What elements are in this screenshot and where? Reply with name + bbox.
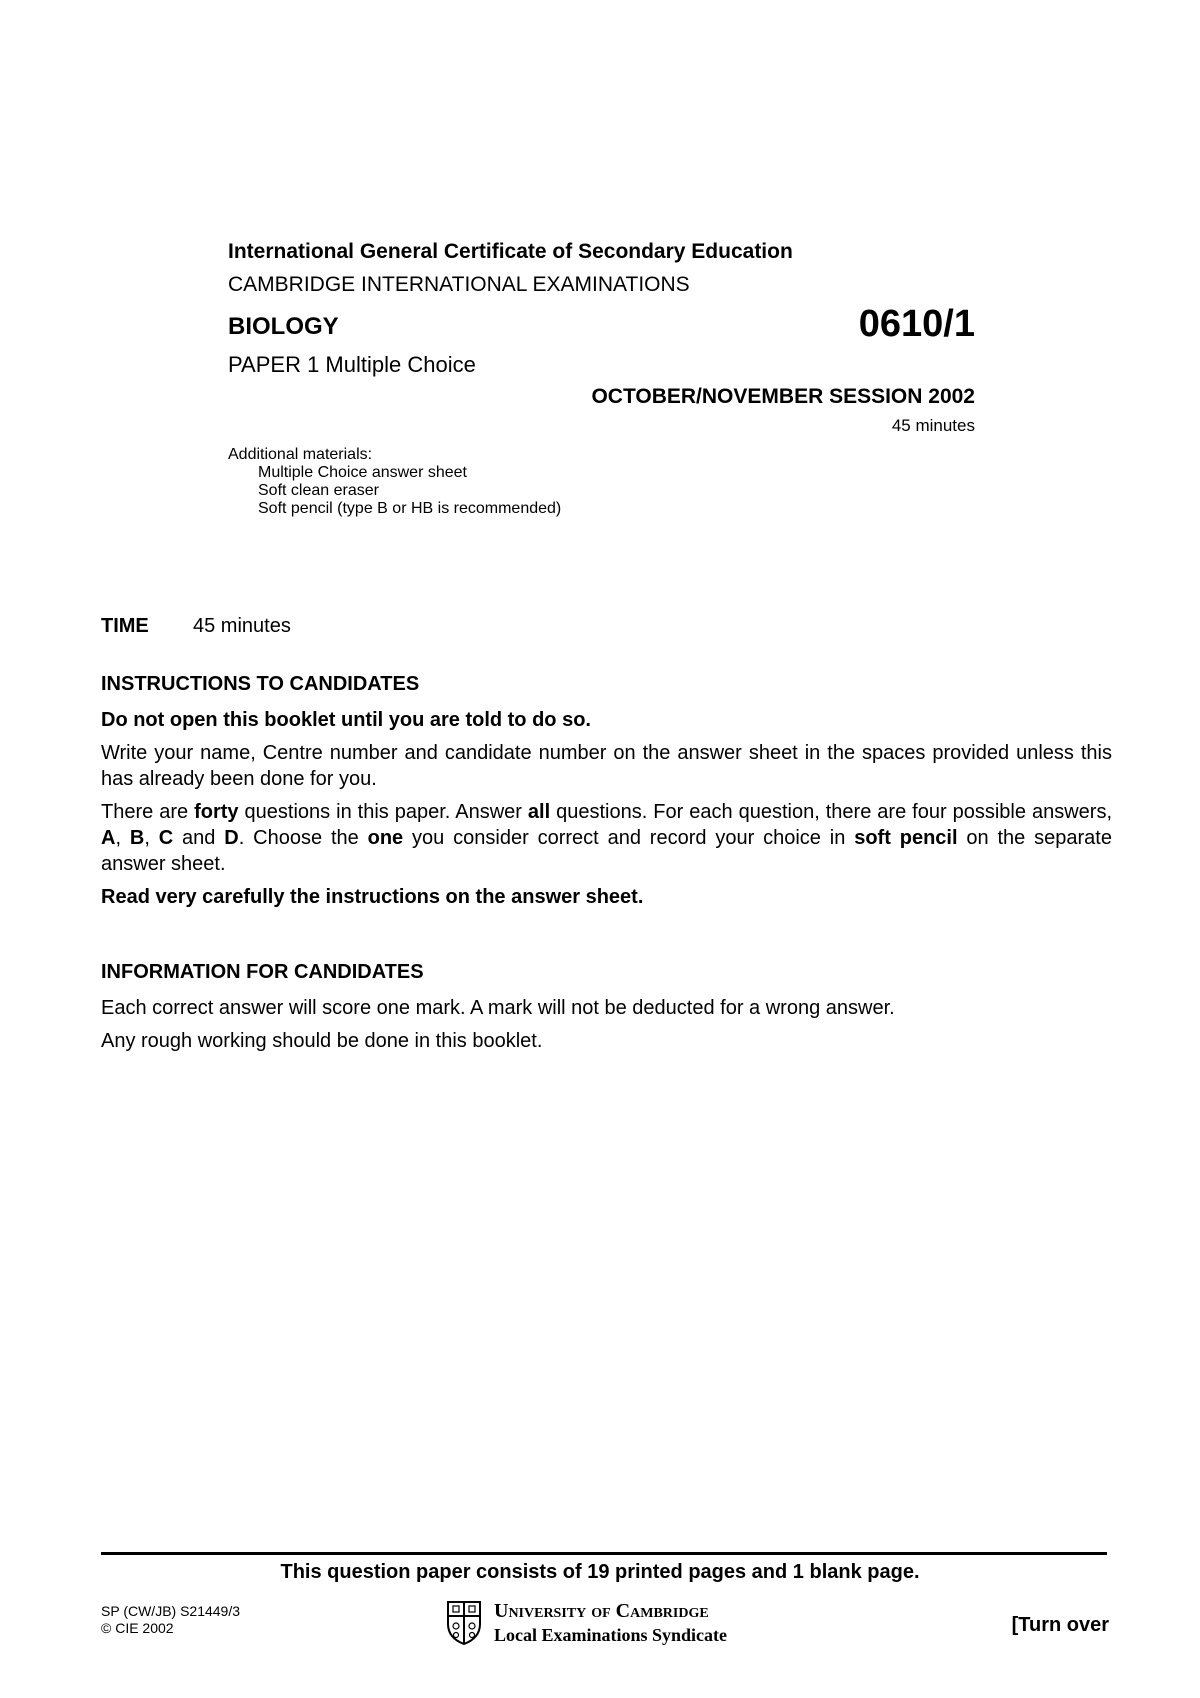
instructions-section <box>101 671 1112 917</box>
text-run: you consider correct and record your choice in <box>403 827 855 849</box>
time-row <box>101 615 291 638</box>
text-run: , <box>115 827 130 849</box>
emphasis: A <box>101 827 116 849</box>
ucles-name: University of Cambridge <box>494 1600 709 1622</box>
materials-label: Additional materials: <box>228 446 373 463</box>
materials-item: Soft clean eraser <box>258 482 379 499</box>
materials-list <box>228 464 561 518</box>
footer-divider <box>101 1552 1107 1555</box>
paper-reference: SP (CW/JB) S21449/3 <box>101 1603 241 1619</box>
ucles-wordmark <box>494 1599 727 1647</box>
text-run: , <box>144 827 159 849</box>
exam-board: CAMBRIDGE INTERNATIONAL EXAMINATIONS <box>228 273 690 296</box>
instruction-read-answer-sheet: Read very carefully the instructions on the answer sheet. <box>101 886 644 908</box>
text-run: . Choose the <box>238 827 368 849</box>
qualification-title: International General Certificate of Secondary Education <box>228 240 793 263</box>
additional-materials <box>228 446 561 518</box>
emphasis: B <box>129 827 145 849</box>
copyright-notice: © CIE 2002 <box>101 1620 174 1636</box>
paper-title: PAPER 1 Multiple Choice <box>228 352 476 377</box>
emphasis: soft pencil <box>854 827 958 849</box>
exam-session: OCTOBER/NOVEMBER SESSION 2002 <box>591 385 975 408</box>
emphasis: C <box>158 827 174 849</box>
time-value: 45 minutes <box>193 615 291 637</box>
information-section <box>101 959 1112 1061</box>
ucles-logo <box>446 1599 727 1647</box>
exam-duration: 45 minutes <box>891 416 975 435</box>
text-run: questions. For each question, there are four possible answers, <box>550 801 1112 823</box>
text-run: questions in this paper. Answer <box>238 801 528 823</box>
turn-over-note: [Turn over <box>1011 1614 1109 1636</box>
instruction-write-name: Write your name, Centre number and candidate number on the answer sheet in the spaces provided unless this has already been done for you. <box>101 742 1112 790</box>
information-heading: INFORMATION FOR CANDIDATES <box>101 961 424 983</box>
instruction-answer-questions <box>101 799 1112 877</box>
materials-item: Multiple Choice answer sheet <box>258 464 467 481</box>
instruction-do-not-open: Do not open this booklet until you are told to do so. <box>101 709 591 731</box>
text-run: There are <box>101 801 195 823</box>
crest-icon <box>446 1600 482 1646</box>
emphasis: forty <box>194 801 239 823</box>
information-marking: Each correct answer will score one mark. A mark will not be deducted for a wrong answer. <box>101 997 895 1019</box>
instructions-heading: INSTRUCTIONS TO CANDIDATES <box>101 673 420 695</box>
text-run: and <box>173 827 225 849</box>
ucles-syndicate: Local Examinations Syndicate <box>494 1625 728 1645</box>
subject-title: BIOLOGY <box>228 313 339 340</box>
emphasis: one <box>367 827 404 849</box>
time-label: TIME <box>101 615 149 637</box>
page-count-note: This question paper consists of 19 printed pages and 1 blank page. <box>280 1561 920 1583</box>
paper-code: 0610/1 <box>858 303 975 345</box>
information-rough-working: Any rough working should be done in this booklet. <box>101 1030 543 1052</box>
text-run: on the separate answer sheet. <box>101 827 1112 875</box>
footer-reference <box>101 1603 240 1637</box>
emphasis: all <box>527 801 551 823</box>
emphasis: D <box>224 827 239 849</box>
materials-item: Soft pencil (type B or HB is recommended) <box>258 500 562 517</box>
